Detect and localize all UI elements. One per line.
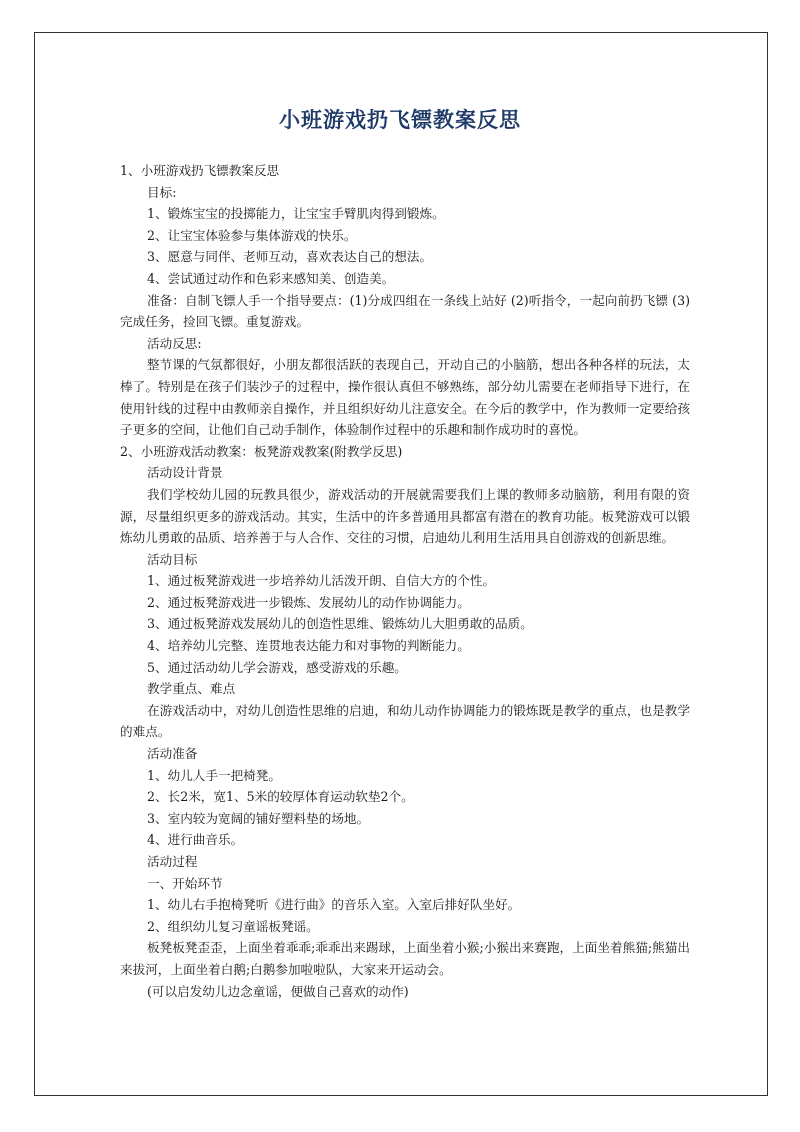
process-step-heading: 一、开始环节 bbox=[147, 875, 223, 891]
objective-item: 4、培养幼儿完整、连贯地表达能力和对事物的判断能力。 bbox=[147, 638, 470, 654]
goal-label: 目标: bbox=[147, 184, 177, 200]
objective-item: 5、通过活动幼儿学会游戏，感受游戏的乐趣。 bbox=[147, 659, 407, 675]
goal-item: 2、让宝宝体验参与集体游戏的快乐。 bbox=[147, 227, 357, 243]
preparation-paragraph: 准备：自制飞镖人手一个指导要点：(1)分成四组在一条线上站好 (2)听指令，一起向前扔飞镖 (3)完成任务，捡回飞镖。重复游戏。 bbox=[120, 292, 690, 330]
materials-item: 4、进行曲音乐。 bbox=[147, 832, 244, 848]
reflection-label: 活动反思: bbox=[147, 335, 202, 351]
process-item: 2、组织幼儿复习童谣板凳谣。 bbox=[147, 918, 319, 934]
nursery-rhyme-paragraph: 板凳板凳歪歪，上面坐着乖乖;乖乖出来踢球，上面坐着小猴;小猴出来赛跑，上面坐着熊猫;熊猫出来拔河，上面坐着白鹅;白鹅参加啦啦队，大家来开运动会。 bbox=[120, 940, 690, 977]
objectives-label: 活动目标 bbox=[147, 551, 198, 567]
key-points-label: 教学重点、难点 bbox=[147, 681, 236, 697]
objective-item: 1、通过板凳游戏进一步培养幼儿活泼开朗、自信大方的个性。 bbox=[147, 573, 496, 589]
document-title: 小班游戏扔飞镖教案反思 bbox=[279, 107, 521, 132]
key-points-paragraph: 在游戏活动中，对幼儿创造性思维的启迪，和幼儿动作协调能力的锻炼既是教学的重点，也是教学的难点。 bbox=[120, 702, 690, 740]
objective-item: 3、通过板凳游戏发展幼儿的创造性思维、锻炼幼儿大胆勇敢的品质。 bbox=[147, 616, 533, 632]
reflection-paragraph: 整节课的气氛都很好，小朋友都很活跃的表现自己，开动自己的小脑筋，想出各种各样的玩法，太棒了。特别是在孩子们装沙子的过程中，操作很认真但不够熟练，部分幼儿需要在老师指导下进行，在使用针线的过程中由教师亲自操作，并且组织好幼儿注意安全。在今后的教学中，作为教师一定要给孩子更多的空间，让他们自己动手制作，体验制作过程中的乐趣和制作成功时的喜悦。 bbox=[120, 357, 690, 438]
goal-item: 3、愿意与同伴、老师互动，喜欢表达自己的想法。 bbox=[147, 249, 433, 265]
materials-item: 3、室内较为宽阔的铺好塑料垫的场地。 bbox=[147, 810, 370, 826]
process-label: 活动过程 bbox=[147, 854, 198, 869]
process-note: (可以启发幼儿边念童谣，便做自己喜欢的动作) bbox=[147, 983, 409, 999]
materials-item: 2、长2米，宽1、5米的较厚体育运动软垫2个。 bbox=[147, 789, 414, 805]
document-body bbox=[120, 160, 690, 1002]
process-item: 1、幼儿右手抱椅凳听《进行曲》的音乐入室。入室后排好队坐好。 bbox=[147, 897, 521, 913]
materials-item: 1、幼儿人手一把椅凳。 bbox=[147, 767, 281, 783]
materials-label: 活动准备 bbox=[147, 746, 198, 762]
section-heading-1: 1、小班游戏扔飞镖教案反思 bbox=[120, 163, 280, 178]
section-heading-2: 2、小班游戏活动教案：板凳游戏教案(附教学反思) bbox=[120, 443, 403, 459]
background-paragraph: 我们学校幼儿园的玩教具很少，游戏活动的开展就需要我们上课的教师多动脑筋，利用有限的资源，尽量组织更多的游戏活动。其实，生活中的许多普通用具都富有潜在的教育功能。板凳游戏可以锻炼幼儿勇敢的品质、培养善于与人合作、交往的习惯，启迪幼儿利用生活用具自创游戏的创新思维。 bbox=[120, 486, 690, 546]
goal-item: 1、锻炼宝宝的投掷能力，让宝宝手臂肌肉得到锻炼。 bbox=[147, 206, 445, 222]
background-label: 活动设计背景 bbox=[147, 465, 223, 481]
objective-item: 2、通过板凳游戏进一步锻炼、发展幼儿的动作协调能力。 bbox=[147, 594, 470, 610]
goal-item: 4、尝试通过动作和色彩来感知美、创造美。 bbox=[147, 270, 395, 286]
